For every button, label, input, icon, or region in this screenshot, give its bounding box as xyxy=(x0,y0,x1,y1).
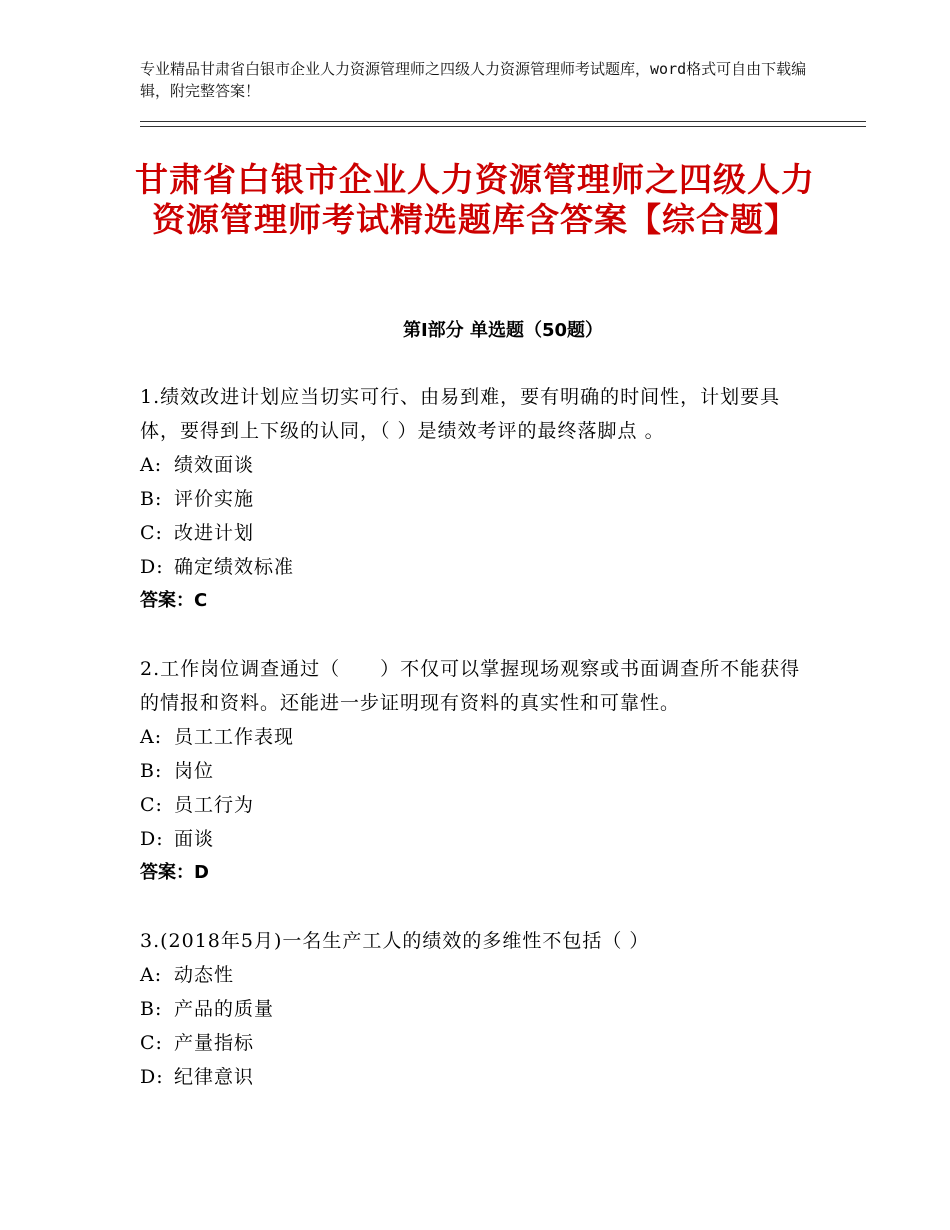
option-text: 确定绩效标准 xyxy=(174,556,295,578)
option-key: B: xyxy=(140,760,163,782)
option-key: A: xyxy=(140,726,163,748)
option-b xyxy=(140,992,820,1026)
header-note: 专业精品甘肃省白银市企业人力资源管理师之四级人力资源管理师考试题库，word格式可自由下载编辑，附完整答案！ xyxy=(140,60,807,100)
header-rule-bottom xyxy=(140,126,866,127)
option-a xyxy=(140,958,820,992)
option-key: B: xyxy=(140,488,163,510)
option-key: C: xyxy=(140,522,163,544)
option-text: 产量指标 xyxy=(174,1032,255,1054)
question-list xyxy=(140,380,820,1128)
option-key: D: xyxy=(140,556,164,578)
option-a xyxy=(140,720,820,754)
answer-text: 答案：D xyxy=(140,862,209,883)
option-text: 改进计划 xyxy=(174,522,255,544)
option-d xyxy=(140,822,820,856)
option-c xyxy=(140,1026,820,1060)
answer-text: 答案：C xyxy=(140,590,208,611)
option-key: B: xyxy=(140,998,163,1020)
option-b xyxy=(140,754,820,788)
option-text: 绩效面谈 xyxy=(174,454,255,476)
option-text: 评价实施 xyxy=(174,488,255,510)
question-1 xyxy=(140,380,820,618)
option-text: 岗位 xyxy=(174,760,215,782)
option-text: 面谈 xyxy=(174,828,215,850)
question-3 xyxy=(140,924,820,1094)
option-key: D: xyxy=(140,828,164,850)
option-d xyxy=(140,550,820,584)
header-rule-top xyxy=(140,121,866,122)
option-d xyxy=(140,1060,820,1094)
question-stem: 3.(2018年5月)一名生产工人的绩效的多维性不包括（ ） xyxy=(140,930,650,952)
option-key: A: xyxy=(140,454,163,476)
option-text: 产品的质量 xyxy=(174,998,275,1020)
option-key: A: xyxy=(140,964,163,986)
option-a xyxy=(140,448,820,482)
option-c xyxy=(140,788,820,822)
option-text: 员工行为 xyxy=(174,794,255,816)
part-title: 第Ⅰ部分 单选题（50题） xyxy=(402,320,603,341)
question-stem: 2.工作岗位调查通过（ ）不仅可以掌握现场观察或书面调查所不能获得的情报和资料。还能进一步证明现有资料的真实性和可靠性。 xyxy=(140,658,801,714)
option-key: C: xyxy=(140,1032,163,1054)
document-title: 甘肃省白银市企业人力资源管理师之四级人力资源管理师考试精选题库含答案【综合题】 xyxy=(135,160,815,239)
option-key: D: xyxy=(140,1066,164,1088)
option-key: C: xyxy=(140,794,163,816)
question-stem: 1.绩效改进计划应当切实可行、由易到难，要有明确的时间性，计划要具体，要得到上下级的认同，（ ）是绩效考评的最终落脚点 。 xyxy=(140,386,781,442)
option-text: 动态性 xyxy=(174,964,235,986)
option-b xyxy=(140,482,820,516)
question-2 xyxy=(140,652,820,890)
option-text: 纪律意识 xyxy=(174,1066,255,1088)
option-c xyxy=(140,516,820,550)
option-text: 员工工作表现 xyxy=(174,726,295,748)
